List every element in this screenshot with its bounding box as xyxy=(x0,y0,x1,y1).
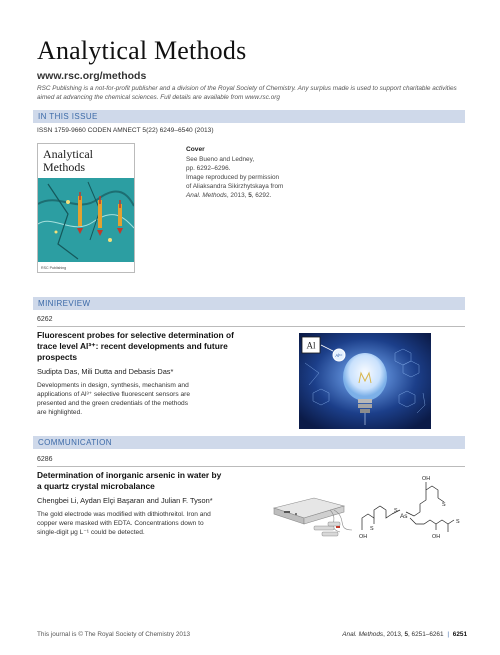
communication-abstract-line3: single-digit μg L⁻¹ could be detected. xyxy=(37,529,145,536)
footer-volume: 5 xyxy=(404,631,408,638)
footer-separator: | xyxy=(447,631,449,638)
minireview-page-number: 6262 xyxy=(37,316,53,323)
structure-oh-label: OH xyxy=(422,476,431,482)
structure-s-label: S xyxy=(442,502,446,508)
journal-url[interactable]: www.rsc.org/methods xyxy=(37,70,147,82)
communication-title-line1: Determination of inorganic arsenic in water by xyxy=(37,470,222,480)
minireview-divider xyxy=(37,326,465,327)
minireview-title-line1: Fluorescent probes for selective determination of xyxy=(37,330,234,340)
journal-title: Analytical Methods xyxy=(37,36,247,65)
communication-title[interactable] xyxy=(37,470,221,492)
issn-line: ISSN 1759-9660 CODEN AMNECT 5(22) 6249–6540 (2013) xyxy=(37,127,214,134)
cover-citation xyxy=(186,191,296,200)
footer-journal: Anal. Methods xyxy=(342,631,384,638)
minireview-abstract-line2: applications of Al³⁺ selective fluorescent sensors are xyxy=(37,391,191,398)
minireview-title-line3: prospects xyxy=(37,352,78,362)
cover-citation-page: , 6292. xyxy=(251,192,272,199)
communication-page-number: 6286 xyxy=(37,456,53,463)
footer-citation xyxy=(342,631,467,638)
cover-thumbnail[interactable] xyxy=(37,143,135,273)
minireview-toc-graphic xyxy=(299,333,431,429)
minireview-title[interactable] xyxy=(37,330,234,363)
communication-toc-graphic xyxy=(270,468,466,544)
footer-copyright: This journal is © The Royal Society of Chemistry 2013 xyxy=(37,631,191,638)
structure-oh-label: OH xyxy=(432,534,441,540)
communication-divider xyxy=(37,466,465,467)
qcm-instrument xyxy=(274,498,352,536)
cover-desc-line1[interactable]: See Bueno and Ledney, xyxy=(186,156,255,163)
publisher-note: RSC Publishing is a not-for-profit publisher and a division of the Royal Society of Chemistry. Any surplus made is used to support charitable activities aimed at advancing the chemical sciences. Full details are available from www.rsc.org xyxy=(37,85,457,101)
cover-title-line1: Analytical xyxy=(43,147,93,161)
minireview-title-line2: trace level Al³⁺: recent developments and future xyxy=(37,341,228,351)
communication-authors: Chengbei Li, Aydan Elçi Başaran and Julian F. Tyson* xyxy=(37,496,213,505)
section-in-this-issue: IN THIS ISSUE xyxy=(33,110,465,123)
al3-bubble-label: Al³⁺ xyxy=(335,353,343,358)
minireview-abstract-line1: Developments in design, synthesis, mechanism and xyxy=(37,382,189,389)
communication-title-line2: a quartz crystal microbalance xyxy=(37,481,155,491)
cover-label: Cover xyxy=(186,146,205,153)
structure-s-label: S xyxy=(456,519,460,525)
communication-abstract-line2: copper were masked with EDTA. Concentrations down to xyxy=(37,520,204,527)
cover-publisher: RSC Publishing xyxy=(41,266,67,270)
cover-citation-volume: 5 xyxy=(248,192,252,199)
minireview-abstract xyxy=(37,381,190,417)
minireview-abstract-line3: presented and the green credentials of the methods xyxy=(37,400,189,407)
structure-s-label: S xyxy=(370,526,374,532)
minireview-abstract-line4: are highlighted. xyxy=(37,409,83,416)
cover-desc-line4: of Aliaksandra Sikirzhytskaya from xyxy=(186,183,284,190)
structure-oh-label: OH xyxy=(359,534,368,540)
structure-s-label: S xyxy=(394,508,398,514)
cover-desc-line3: Image reproduced by permission xyxy=(186,174,280,181)
communication-abstract xyxy=(37,510,211,537)
structure-as-label: As xyxy=(400,513,408,520)
section-minireview: MINIREVIEW xyxy=(33,297,465,310)
cover-description xyxy=(186,155,296,200)
cover-desc-line2: pp. 6292–6296. xyxy=(186,165,231,172)
cover-citation-journal: Anal. Methods xyxy=(186,192,227,199)
cover-citation-year: , 2013, xyxy=(226,192,247,199)
footer-page-number: 6251 xyxy=(452,631,467,638)
dtt-arsenic-structure xyxy=(362,482,454,532)
footer-year: , 2013, xyxy=(383,631,403,638)
cover-title-line2: Methods xyxy=(43,160,85,174)
minireview-authors: Sudipta Das, Mili Dutta and Debasis Das* xyxy=(37,367,174,376)
cover-art xyxy=(38,144,134,272)
al-element-box-label: Al xyxy=(306,340,316,351)
footer-pages: , 6251–6261 xyxy=(408,631,444,638)
section-communication: COMMUNICATION xyxy=(33,436,465,449)
communication-abstract-line1: The gold electrode was modified with dithiothreitol. Iron and xyxy=(37,511,211,518)
